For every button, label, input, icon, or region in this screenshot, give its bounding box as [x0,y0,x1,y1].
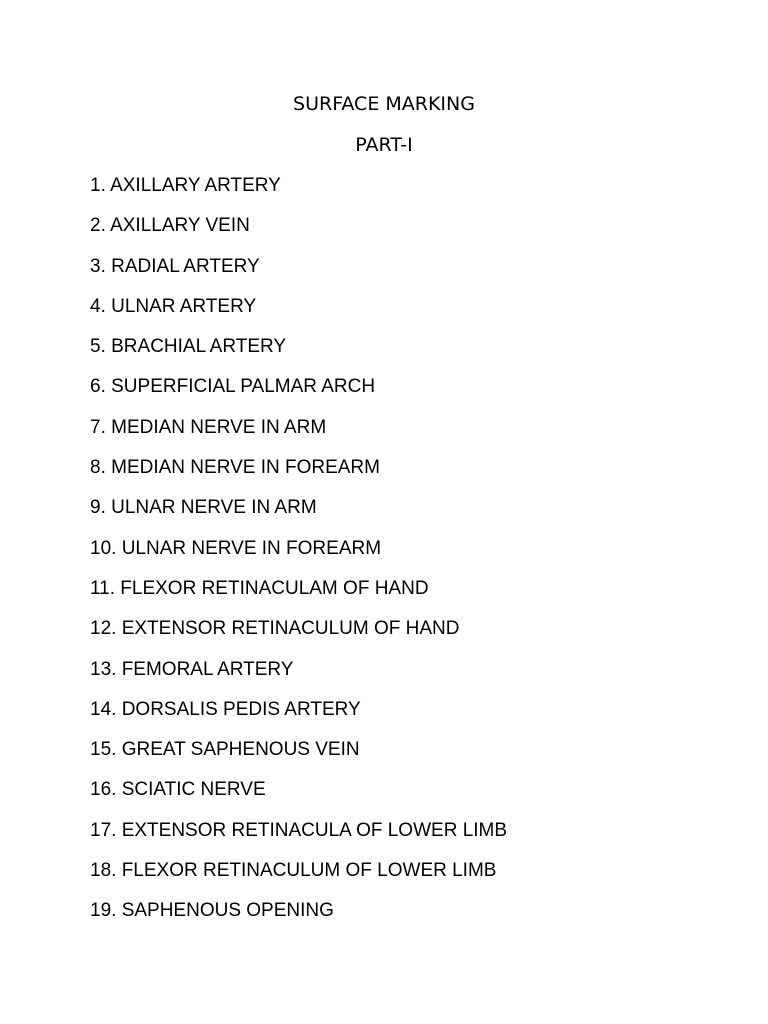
list-item: 9. ULNAR NERVE IN ARM [90,497,317,519]
list-item: 15. GREAT SAPHENOUS VEIN [90,739,360,761]
list-item: 13. FEMORAL ARTERY [90,658,294,680]
list-item: 2. AXILLARY VEIN [90,215,250,237]
list-item: 4. ULNAR ARTERY [90,295,257,317]
list-item: 6. SUPERFICIAL PALMAR ARCH [90,376,376,398]
document-subtitle: PART-I [355,134,413,156]
list-item: 19. SAPHENOUS OPENING [90,900,334,922]
list-item: 8. MEDIAN NERVE IN FOREARM [90,457,380,479]
list-item: 12. EXTENSOR RETINACULUM OF HAND [90,618,460,640]
list-item: 3. RADIAL ARTERY [90,255,260,277]
list-item: 11. FLEXOR RETINACULAM OF HAND [90,577,429,599]
list-item: 1. AXILLARY ARTERY [90,175,281,196]
list-item: 7. MEDIAN NERVE IN ARM [90,416,327,438]
list-item: 18. FLEXOR RETINACULUM OF LOWER LIMB [90,860,497,882]
list-item: 14. DORSALIS PEDIS ARTERY [90,698,361,720]
topic-list [90,174,507,940]
list-item: 16. SCIATIC NERVE [90,779,266,801]
list-item: 5. BRACHIAL ARTERY [90,336,287,358]
document-title: SURFACE MARKING [293,93,475,115]
list-item: 10. ULNAR NERVE IN FOREARM [90,537,382,559]
list-item: 17. EXTENSOR RETINACULA OF LOWER LIMB [90,819,508,841]
